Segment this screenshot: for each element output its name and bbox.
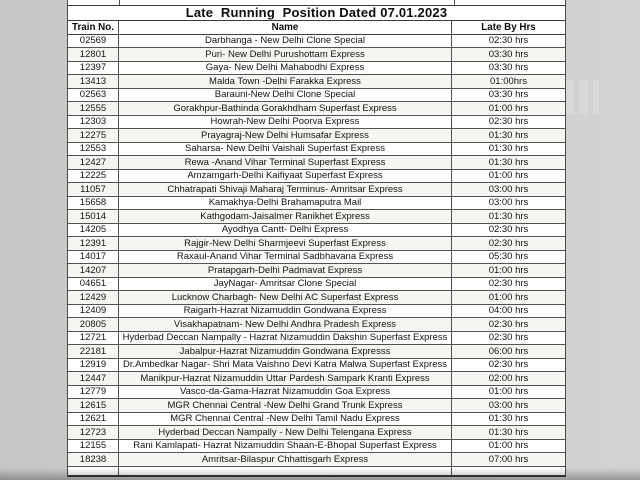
- cell-late-by-hrs: 02:30 hrs: [452, 224, 565, 238]
- table-row: [68, 453, 565, 467]
- cell-train-no: 12155: [68, 440, 119, 454]
- cell-late-by-hrs: 01:30 hrs: [452, 156, 565, 170]
- cell-name: JayNagar- Amritsar Clone Special: [119, 278, 452, 292]
- table-row: [68, 413, 565, 427]
- cell-train-no: 02569: [68, 35, 119, 49]
- table-row: [68, 183, 565, 197]
- table-row: [68, 116, 565, 130]
- table-body: [68, 35, 565, 467]
- cell-name: Howrah-New Delhi Poorva Express: [119, 116, 452, 130]
- cell-late-by-hrs: 01:30 hrs: [452, 129, 565, 143]
- table-row: [68, 440, 565, 454]
- cell-late-by-hrs: 02:00 hrs: [452, 372, 565, 386]
- cell-train-no: 12553: [68, 143, 119, 157]
- cell-name: Dr.Ambedkar Nagar- Shri Mata Vaishno Devi Katra Malwa Superfast Express: [119, 359, 452, 373]
- table-row: [68, 359, 565, 373]
- table-row: [68, 75, 565, 89]
- cell-train-no: 12397: [68, 62, 119, 76]
- table-row: [68, 89, 565, 103]
- cell-name: Ayodhya Cantt- Delhi Express: [119, 224, 452, 238]
- cell-train-no: 12779: [68, 386, 119, 400]
- cell-name: Amzamgarh-Delhi Kaifiyaat Superfast Express: [119, 170, 452, 184]
- cell-train-no: 12225: [68, 170, 119, 184]
- cell-late-by-hrs: 02:30 hrs: [452, 332, 565, 346]
- cell-train-no: 12723: [68, 426, 119, 440]
- cell-late-by-hrs: 03:30 hrs: [452, 89, 565, 103]
- table-row: [68, 332, 565, 346]
- cell-late-by-hrs: 01:00 hrs: [452, 170, 565, 184]
- table-row: [68, 345, 565, 359]
- cell-train-no: 14017: [68, 251, 119, 265]
- table-row: [68, 386, 565, 400]
- table-row: [68, 318, 565, 332]
- cell-late-by-hrs: 04:00 hrs: [452, 305, 565, 319]
- cell-train-no: 18238: [68, 453, 119, 467]
- cell-train-no: 12447: [68, 372, 119, 386]
- cell-train-no: 12409: [68, 305, 119, 319]
- cell-late-by-hrs: 02:30 hrs: [452, 359, 565, 373]
- table-row: [68, 48, 565, 62]
- cell-name: Saharsa- New Delhi Vaishali Superfast Express: [119, 143, 452, 157]
- cell-name: Hyderbad Deccan Nampally - New Delhi Telengana Express: [119, 426, 452, 440]
- cell-late-by-hrs: 03:00 hrs: [452, 197, 565, 211]
- cell-train-no: 12427: [68, 156, 119, 170]
- cell-name: Darbhanga - New Delhi Clone Special: [119, 35, 452, 49]
- cell-train-no: 12303: [68, 116, 119, 130]
- cell-late-by-hrs: [452, 467, 565, 478]
- table-row: [68, 62, 565, 76]
- cell-train-no: 14205: [68, 224, 119, 238]
- cell-train-no: 12555: [68, 102, 119, 116]
- table-row: [68, 278, 565, 292]
- cell-late-by-hrs: 02:30 hrs: [452, 237, 565, 251]
- cell-name: Gaya- New Delhi Mahabodhi Express: [119, 62, 452, 76]
- empty-row: [68, 467, 565, 478]
- cell-train-no: 12801: [68, 48, 119, 62]
- top-row-sliver: [68, 0, 565, 6]
- cell-train-no: [68, 467, 119, 478]
- cell-train-no: 22181: [68, 345, 119, 359]
- cell-late-by-hrs: 01:00 hrs: [452, 386, 565, 400]
- cell-name: Rewa -Anand Vihar Terminal Superfast Express: [119, 156, 452, 170]
- cell-train-no: 15658: [68, 197, 119, 211]
- cell-name: Barauni-New Delhi Clone Special: [119, 89, 452, 103]
- header-cell-late-by-hrs: Late By Hrs: [452, 21, 565, 35]
- table-row: [68, 426, 565, 440]
- table-row: [68, 291, 565, 305]
- cell-name: Gorakhpur-Bathinda Gorakhdham Superfast Express: [119, 102, 452, 116]
- cell-late-by-hrs: 03:30 hrs: [452, 62, 565, 76]
- cell-train-no: 12621: [68, 413, 119, 427]
- column-divider: [454, 0, 455, 5]
- cell-name: Chhatrapati Shivaji Maharaj Terminus- Amritsar Express: [119, 183, 452, 197]
- header-cell-name: Name: [119, 21, 452, 35]
- cell-late-by-hrs: 01:30 hrs: [452, 210, 565, 224]
- table-row: [68, 305, 565, 319]
- cell-name: Rajgir-New Delhi Sharmjeevi Superfast Express: [119, 237, 452, 251]
- cell-name: Raigarh-Hazrat Nizamuddin Gondwana Express: [119, 305, 452, 319]
- table-header: [68, 21, 565, 35]
- cell-train-no: 14207: [68, 264, 119, 278]
- cell-train-no: 02563: [68, 89, 119, 103]
- cell-late-by-hrs: 02:30 hrs: [452, 116, 565, 130]
- watermark: [565, 80, 599, 114]
- table-title: Late Running Position Dated 07.01.2023: [68, 6, 565, 22]
- table-row: [68, 237, 565, 251]
- cell-late-by-hrs: 01:00hrs: [452, 75, 565, 89]
- cell-late-by-hrs: 03:30 hrs: [452, 48, 565, 62]
- table-row: [68, 251, 565, 265]
- table-row: [68, 264, 565, 278]
- table-row: [68, 35, 565, 49]
- cell-name: Hyderbad Deccan Nampally - Hazrat Nizamuddin Dakshin Superfast Express: [119, 332, 452, 346]
- table-row: [68, 156, 565, 170]
- cell-name: Visakhapatnam- New Delhi Andhra Pradesh Express: [119, 318, 452, 332]
- cell-name: Malda Town -Delhi Farakka Express: [119, 75, 452, 89]
- cell-late-by-hrs: 03:00 hrs: [452, 399, 565, 413]
- cell-name: Kathgodam-Jaisalmer Ranikhet Express: [119, 210, 452, 224]
- cell-late-by-hrs: 01:30 hrs: [452, 143, 565, 157]
- cell-name: MGR Chennai Central -New Delhi Grand Trunk Express: [119, 399, 452, 413]
- cell-train-no: 04651: [68, 278, 119, 292]
- cell-late-by-hrs: 02:30 hrs: [452, 35, 565, 49]
- cell-name: [119, 467, 452, 478]
- cell-late-by-hrs: 01:00 hrs: [452, 102, 565, 116]
- table-row: [68, 197, 565, 211]
- cell-name: Kamakhya-Delhi Brahamaputra Mail: [119, 197, 452, 211]
- table-row: [68, 170, 565, 184]
- cell-late-by-hrs: 02:30 hrs: [452, 318, 565, 332]
- cell-train-no: 15014: [68, 210, 119, 224]
- cell-late-by-hrs: 01:00 hrs: [452, 264, 565, 278]
- cell-name: Prayagraj-New Delhi Humsafar Express: [119, 129, 452, 143]
- column-divider: [119, 0, 120, 5]
- cell-late-by-hrs: 01:30 hrs: [452, 426, 565, 440]
- table-row: [68, 399, 565, 413]
- cell-late-by-hrs: 01:00 hrs: [452, 440, 565, 454]
- table-row: [68, 210, 565, 224]
- table-row: [68, 372, 565, 386]
- cell-train-no: 12615: [68, 399, 119, 413]
- cell-late-by-hrs: 07:00 hrs: [452, 453, 565, 467]
- cell-train-no: 20805: [68, 318, 119, 332]
- cell-late-by-hrs: 06:00 hrs: [452, 345, 565, 359]
- cell-train-no: 13413: [68, 75, 119, 89]
- cell-name: Lucknow Charbagh- New Delhi AC Superfast Express: [119, 291, 452, 305]
- table-row: [68, 224, 565, 238]
- cell-late-by-hrs: 05:30 hrs: [452, 251, 565, 265]
- cell-name: Puri- New Delhi Purushottam Express: [119, 48, 452, 62]
- cell-train-no: 12721: [68, 332, 119, 346]
- table-row: [68, 143, 565, 157]
- cell-name: Rani Kamlapati- Hazrat Nizamuddin Shaan-E-Bhopal Superfast Express: [119, 440, 452, 454]
- header-cell-train-no: Train No.: [68, 21, 119, 35]
- cell-train-no: 11057: [68, 183, 119, 197]
- table-row: [68, 129, 565, 143]
- cell-name: Jabalpur-Hazrat Nizamuddin Gondwana Expresss: [119, 345, 452, 359]
- cell-name: Amritsar-Bilaspur Chhattisgarh Express: [119, 453, 452, 467]
- cell-late-by-hrs: 02:30 hrs: [452, 278, 565, 292]
- cell-train-no: 12391: [68, 237, 119, 251]
- table-row: [68, 102, 565, 116]
- cell-late-by-hrs: 01:30 hrs: [452, 413, 565, 427]
- cell-late-by-hrs: 01:00 hrs: [452, 291, 565, 305]
- cell-name: Raxaul-Anand Vihar Terminal Sadbhavana Express: [119, 251, 452, 265]
- cell-name: Manikpur-Hazrat Nizamuddin Uttar Pardesh Sampark Kranti Express: [119, 372, 452, 386]
- cell-name: Vasco-da-Gama-Hazrat Nizamuddin Goa Express: [119, 386, 452, 400]
- cell-late-by-hrs: 03:00 hrs: [452, 183, 565, 197]
- cell-train-no: 12275: [68, 129, 119, 143]
- cell-name: Pratapgarh-Delhi Padmavat Express: [119, 264, 452, 278]
- cell-train-no: 12429: [68, 291, 119, 305]
- cell-train-no: 12919: [68, 359, 119, 373]
- cell-name: MGR Chennai Central -New Delhi Tamil Nadu Express: [119, 413, 452, 427]
- late-running-table: [67, 0, 566, 477]
